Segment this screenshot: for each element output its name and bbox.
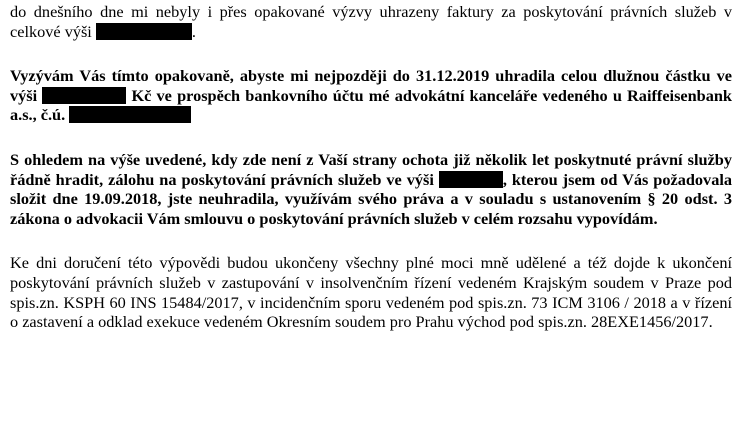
redacted-amount (439, 171, 503, 188)
letter-body (10, 2, 732, 332)
paragraph-unpaid-invoices (10, 2, 732, 41)
paragraph-text: S ohledem na výše uvedené, kdy zde není z Vaší strany ochota již několik let poskytnuté právní služby řádně hradit, zálohu na poskytování právních služeb ve výši (10, 149, 732, 189)
paragraph-payment-demand (10, 66, 732, 125)
paragraph-contract-termination (10, 150, 732, 228)
paragraph-text: Kč ve prospěch bankovního účtu mé advokátní kanceláře vedeného u Raiffeisenbank a.s., č.ú. (10, 85, 732, 125)
redacted-amount (42, 87, 126, 104)
paragraph-text: Ke dni doručení této výpovědi budou ukončeny všechny plné moci mně udělené a též dojde k ukončení poskytování právních služeb v zastupování v insolvenčním řízení vedeném Krajským soudem v Praze pod spis.zn. KSPH 60 INS 15484/2017, v incidenčním sporu vedeném pod spis.zn. 73 ICM 3106 / 2018 a v řízení o zastavení a odklad exekuce vedeném Okresním soudem pro Prahu východ pod spis.zn. 28EXE1456/2017. (10, 253, 732, 332)
paragraph-text: , kterou jsem od Vás požadovala složit dne 19.09.2018, jste neuhradila, využívám svého práva a v souladu s ustanovením § 20 odst. 3 zákona o advokacii Vám smlouvu o poskytování právních služeb v celém rozsahu vypovídám. (10, 169, 732, 228)
redacted-account-number (69, 106, 191, 123)
paragraph-text: do dnešního dne mi nebyly i přes opakované výzvy uhrazeny faktury za poskytování právních služeb v celkové výši (10, 2, 732, 41)
paragraph-text: . (191, 21, 196, 41)
paragraph-power-of-attorney-end (10, 253, 732, 331)
redacted-amount (96, 23, 192, 40)
paragraph-text: Vyzývám Vás tímto opakovaně, abyste mi nejpozději do 31.12.2019 uhradila celou dlužnou částku ve výši (10, 66, 732, 105)
